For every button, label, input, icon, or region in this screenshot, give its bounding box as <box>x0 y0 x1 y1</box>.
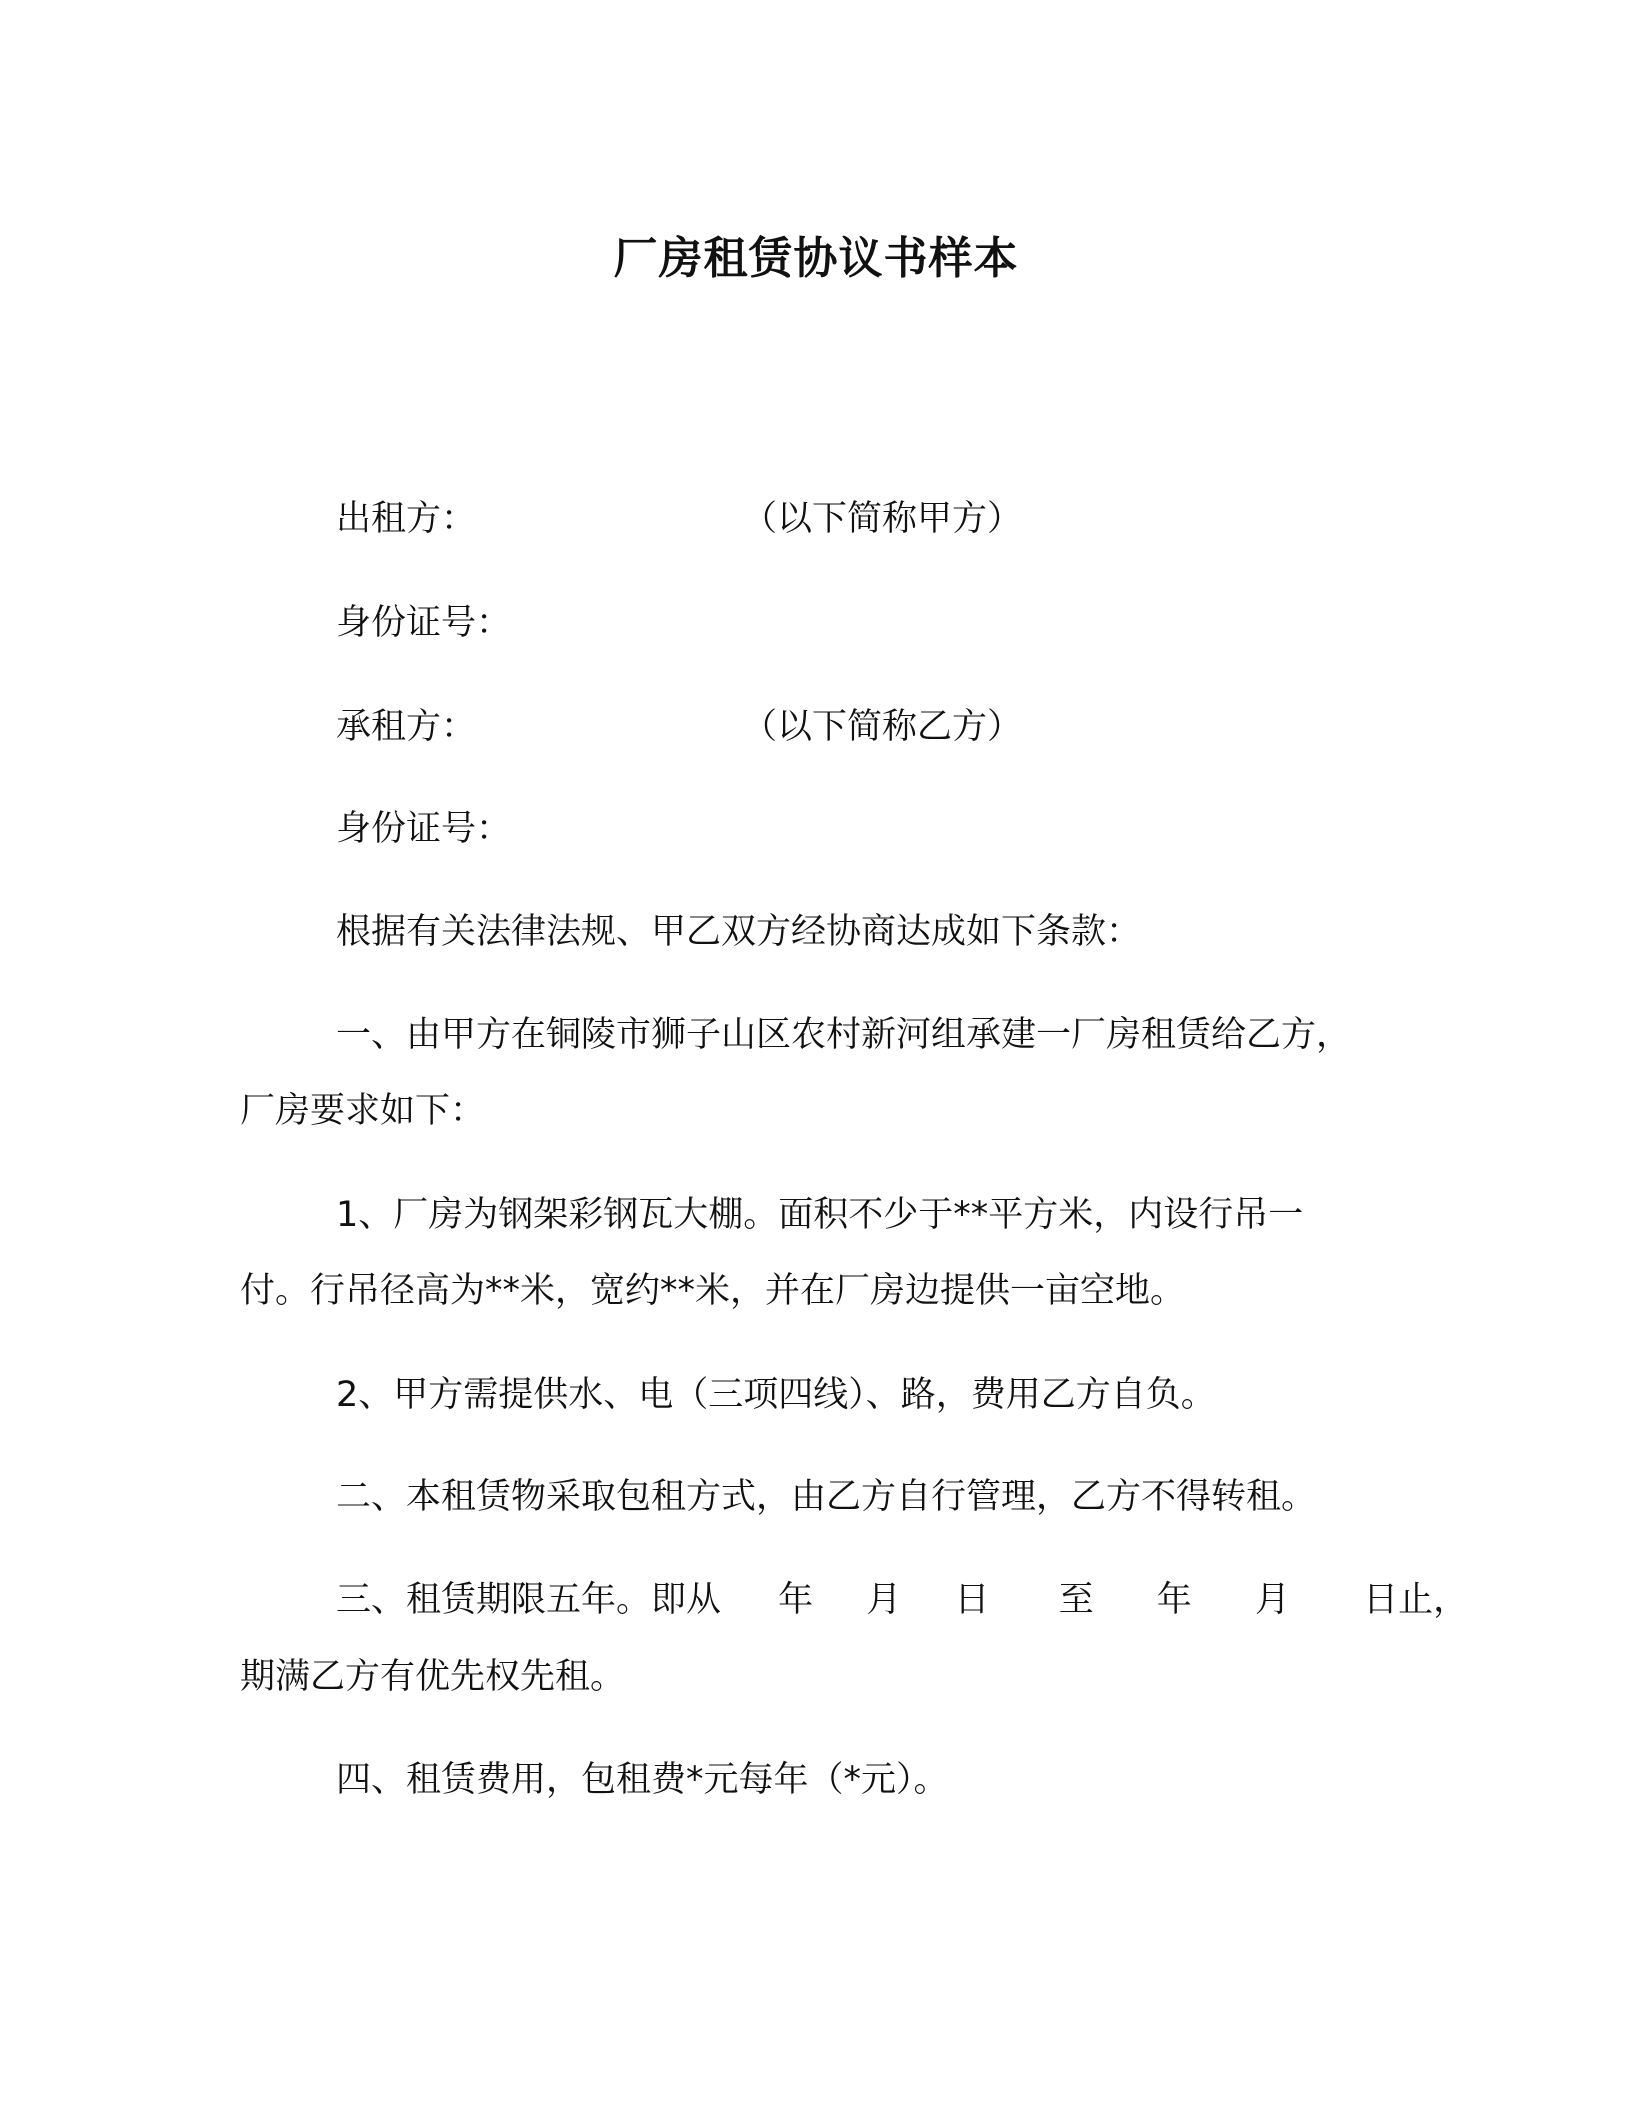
lessee-note: （以下简称乙方） <box>742 707 1023 747</box>
clause-3-day-end: 日止， <box>1363 1580 1469 1620</box>
lessee-id-row <box>336 809 512 849</box>
lessor-row <box>336 499 477 539</box>
clause-1-2: 2、甲方需提供水、电（三项四线）、路，费用乙方自负。 <box>336 1375 1216 1415</box>
lessor-label: 出租方： <box>336 499 477 539</box>
clause-4: 四、租赁费用，包租费*元每年（*元）。 <box>336 1760 949 1800</box>
clause-3-year-1: 年 <box>778 1580 814 1620</box>
clause-3-line-1 <box>336 1580 1469 1620</box>
lessee-label: 承租方： <box>336 707 477 747</box>
clause-1-1-line-1: 1、厂房为钢架彩钢瓦大棚。面积不少于**平方米，内设行吊一 <box>336 1195 1304 1235</box>
lessor-id-label: 身份证号： <box>336 603 512 643</box>
clause-1-line-1: 一、由甲方在铜陵市狮子山区农村新河组承建一厂房租赁给乙方， <box>336 1015 1352 1055</box>
lessor-id-row <box>336 603 512 643</box>
lessor-note: （以下简称甲方） <box>742 499 1023 539</box>
clause-3-line-2: 期满乙方有优先权先租。 <box>240 1657 626 1697</box>
clause-1-1-line-2: 付。行吊径高为**米，宽约**米，并在厂房边提供一亩空地。 <box>240 1271 1186 1311</box>
intro-paragraph: 根据有关法律法规、甲乙双方经协商达成如下条款： <box>336 912 1142 952</box>
lessee-row <box>336 707 477 747</box>
lessee-id-label: 身份证号： <box>336 809 512 849</box>
clause-3-day-1: 日 <box>954 1580 990 1620</box>
document-title: 厂房租赁协议书样本 <box>613 233 1019 284</box>
clause-3-lead: 三、租赁期限五年。即从 <box>336 1580 722 1620</box>
clause-3-month-2: 月 <box>1254 1580 1290 1620</box>
clause-3-month-1: 月 <box>866 1580 902 1620</box>
clause-2: 二、本租赁物采取包租方式，由乙方自行管理，乙方不得转租。 <box>336 1477 1317 1517</box>
clause-3-year-2: 年 <box>1156 1580 1192 1620</box>
clause-1-line-2: 厂房要求如下： <box>240 1091 486 1131</box>
clause-3-to: 至 <box>1058 1580 1094 1620</box>
